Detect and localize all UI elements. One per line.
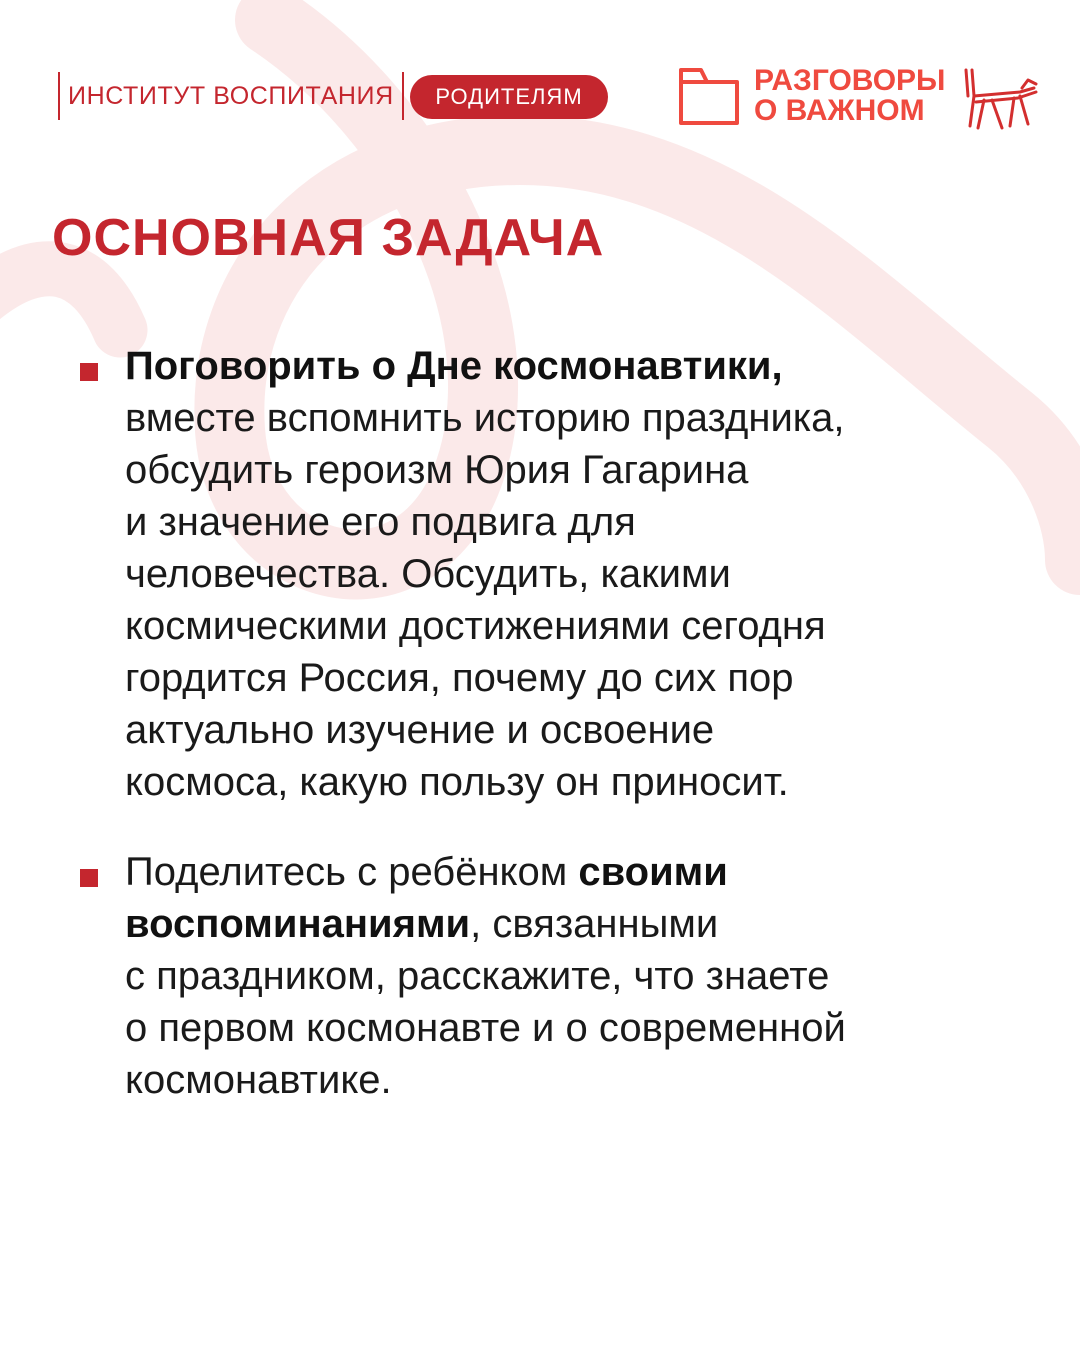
task-line: космонавтике. — [125, 1058, 392, 1102]
chair-mascot-icon — [962, 66, 1042, 130]
task-text-part: , связанными — [470, 902, 719, 946]
task-line: с праздником, расскажите, что знаете — [125, 954, 830, 998]
page-title: ОСНОВНАЯ ЗАДАЧА — [52, 209, 605, 267]
brand-title-line-1: РАЗГОВОРЫ — [754, 64, 946, 97]
folder-icon — [678, 66, 740, 126]
task-line: вместе вспомнить историю праздника, — [125, 396, 845, 440]
brand-logo — [678, 66, 944, 126]
brand-title-line-2: О ВАЖНОМ — [754, 94, 925, 127]
task-line: обсудить героизм Юрия Гагарина — [125, 448, 749, 492]
task-line — [125, 898, 1010, 950]
bullet-square-icon — [80, 869, 98, 887]
task-bold-text: Поговорить о Дне космонавтики, — [125, 344, 783, 388]
task-line: гордится Россия, почему до сих пор — [125, 656, 794, 700]
task-list — [80, 340, 1010, 1144]
task-line: и значение его подвига для — [125, 500, 636, 544]
parents-tag[interactable] — [410, 75, 608, 119]
bullet-square-icon — [80, 363, 98, 381]
task-line: космическими достижениями сегодня — [125, 604, 826, 648]
list-item — [80, 340, 1010, 808]
institute-name: ИНСТИТУТ ВОСПИТАНИЯ — [68, 81, 394, 110]
task-text — [125, 846, 1010, 1106]
task-bold-text: своими — [578, 850, 728, 894]
task-line: человечества. Обсудить, какими — [125, 552, 731, 596]
task-line: актуально изучение и освоение — [125, 708, 715, 752]
task-line: о первом космонавте и о современной — [125, 1006, 846, 1050]
task-line — [125, 846, 1010, 898]
task-bold-text: воспоминаниями — [125, 902, 471, 946]
task-line — [125, 340, 1010, 392]
task-text — [125, 340, 1010, 808]
parents-tag-label: РОДИТЕЛЯМ — [435, 84, 583, 109]
header — [0, 0, 1080, 180]
list-item — [80, 846, 1010, 1106]
task-line: космоса, какую пользу он приносит. — [125, 760, 789, 804]
brand-title — [754, 66, 944, 126]
institute-label — [58, 72, 404, 120]
task-text-part: Поделитесь с ребёнком — [125, 850, 579, 894]
